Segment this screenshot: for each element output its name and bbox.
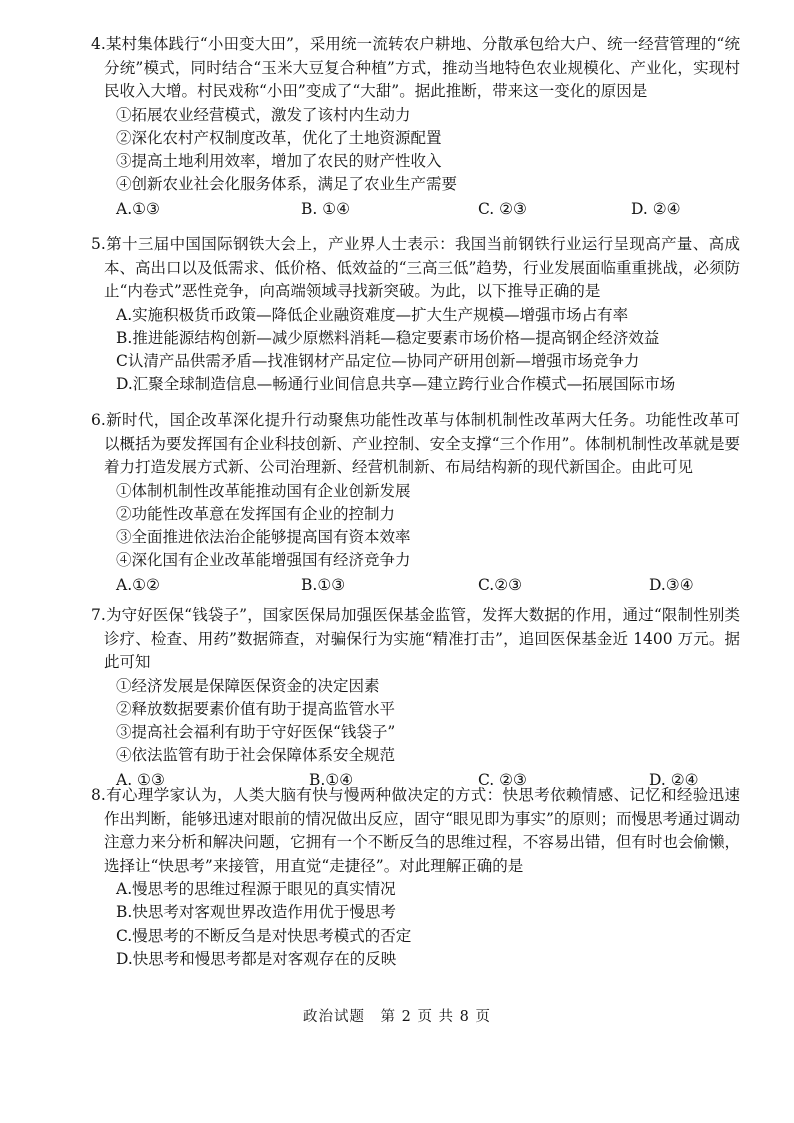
question-stem	[91, 604, 740, 675]
question-stem	[91, 409, 740, 480]
option-c: C.②③	[478, 575, 523, 594]
choice-item: A.实施积极货币政策—降低企业融资难度—扩大生产规模—增强市场占有率	[116, 305, 629, 324]
statement-item: ③提高土地利用效率，增加了农民的财产性收入	[116, 152, 442, 171]
statement-item: ①拓展农业经营模式，激发了该村内生动力	[116, 105, 411, 124]
question-4	[91, 33, 740, 221]
statement-item: ③提高社会福利有助于守好医保“钱袋子”	[116, 723, 396, 742]
question-number: 8.	[91, 786, 106, 804]
choice-item: C.慢思考的不断反刍是对快思考模式的否定	[116, 926, 412, 945]
choice-item: C认清产品供需矛盾—找准钢材产品定位—协同产研用创新—增强市场竞争力	[116, 352, 640, 371]
statement-item: ①经济发展是保障医保资金的决定因素	[116, 676, 380, 695]
statement-item: ④深化国有企业改革能增强国有经济竞争力	[116, 551, 411, 570]
statement-item: ②释放数据要素价值有助于提高监管水平	[116, 699, 396, 718]
statement-item: ②功能性改革意在发挥国有企业的控制力	[116, 504, 396, 523]
answer-options	[104, 573, 740, 597]
question-stem	[91, 784, 740, 878]
page-footer: 政治试题 第 2 页 共 8 页	[303, 1009, 491, 1025]
option-c: C. ②③	[478, 770, 527, 789]
option-d: D. ②④	[631, 199, 681, 218]
option-b: B.①③	[301, 575, 346, 594]
statement-item: ④依法监管有助于社会保障体系安全规范	[116, 746, 396, 765]
option-d: D. ②④	[649, 770, 699, 789]
option-d: D.③④	[649, 575, 694, 594]
question-6	[91, 409, 740, 597]
option-a: A.①③	[116, 199, 160, 218]
option-b: B.①④	[309, 770, 354, 789]
statement-item: ③全面推进依法治企能够提高国有资本效率	[116, 528, 411, 547]
question-number: 7.	[91, 606, 106, 624]
question-text: 有心理学家认为，人类大脑有快与慢两种做决定的方式：快思考依赖情感、记忆和经验迅速作出判断，能够迅速对眼前的情况做出反应，固守“眼见即为事实”的原则；而慢思考通过调动注意力来分析和解决问题，它拥有一个不断反刍的思维过程，不容易出错，但有时也会偷懒，选择让“快思考”来接管，用直觉“走捷径”。对此理解正确的是	[104, 786, 740, 875]
choice-item: D.汇聚全球制造信息—畅通行业间信息共享—建立跨行业合作模式—拓展国际市场	[116, 375, 676, 394]
choice-item: B.推进能源结构创新—减少原燃料消耗—稳定要素市场价格—提高钢企经济效益	[116, 328, 660, 347]
statement-item: ②深化农村产权制度改革，优化了土地资源配置	[116, 128, 442, 147]
question-text: 第十三届中国国际钢铁大会上，产业界人士表示：我国当前钢铁行业运行呈现高产量、高成本、高出口以及低需求、低价格、低效益的“三高三低”趋势，行业发展面临重重挑战，必须防止“内卷式”恶性竞争，向高端领域寻找新突破。为此，以下推导正确的是	[104, 235, 740, 300]
question-text: 某村集体践行“小田变大田”，采用统一流转农户耕地、分散承包给大户、统一经营管理的“统分统”模式，同时结合“玉米大豆复合种植”方式，推动当地特色农业规模化、产业化，实现村民收入大增。村民戏称“小田”变成了“大甜”。据此推断，带来这一变化的原因是	[104, 35, 740, 100]
option-a: A.①②	[116, 575, 160, 594]
statement-item: ④创新农业社会化服务体系，满足了农业生产需要	[116, 175, 458, 194]
question-number: 6.	[91, 411, 106, 429]
question-5	[91, 233, 740, 397]
question-8	[91, 784, 740, 971]
question-stem	[91, 233, 740, 304]
option-b: B. ①④	[301, 199, 351, 218]
option-a: A. ①③	[116, 770, 165, 789]
question-number: 5.	[91, 235, 106, 253]
option-c: C. ②③	[478, 199, 527, 218]
answer-options	[104, 197, 740, 221]
question-stem	[91, 33, 740, 104]
choice-item: B.快思考对客观世界改造作用优于慢思考	[116, 903, 396, 922]
choice-item: D.快思考和慢思考都是对客观存在的反映	[116, 949, 397, 968]
question-number: 4.	[91, 35, 106, 53]
statement-item: ①体制机制性改革能推动国有企业创新发展	[116, 481, 411, 500]
question-7	[91, 604, 740, 792]
question-text: 为守好医保“钱袋子”，国家医保局加强医保基金监管，发挥大数据的作用，通过“限制性别类诊疗、检查、用药”数据筛查，对骗保行为实施“精准打击”，追回医保基金近 1400 万元。据此可知	[104, 606, 740, 671]
choice-item: A.慢思考的思维过程源于眼见的真实情况	[116, 880, 396, 898]
question-text: 新时代，国企改革深化提升行动聚焦功能性改革与体制机制性改革两大任务。功能性改革可以概括为要发挥国有企业科技创新、产业控制、安全支撑“三个作用”。体制机制性改革就是要着力打造发展方式新、公司治理新、经营机制新、布局结构新的现代新国企。由此可见	[104, 411, 740, 476]
